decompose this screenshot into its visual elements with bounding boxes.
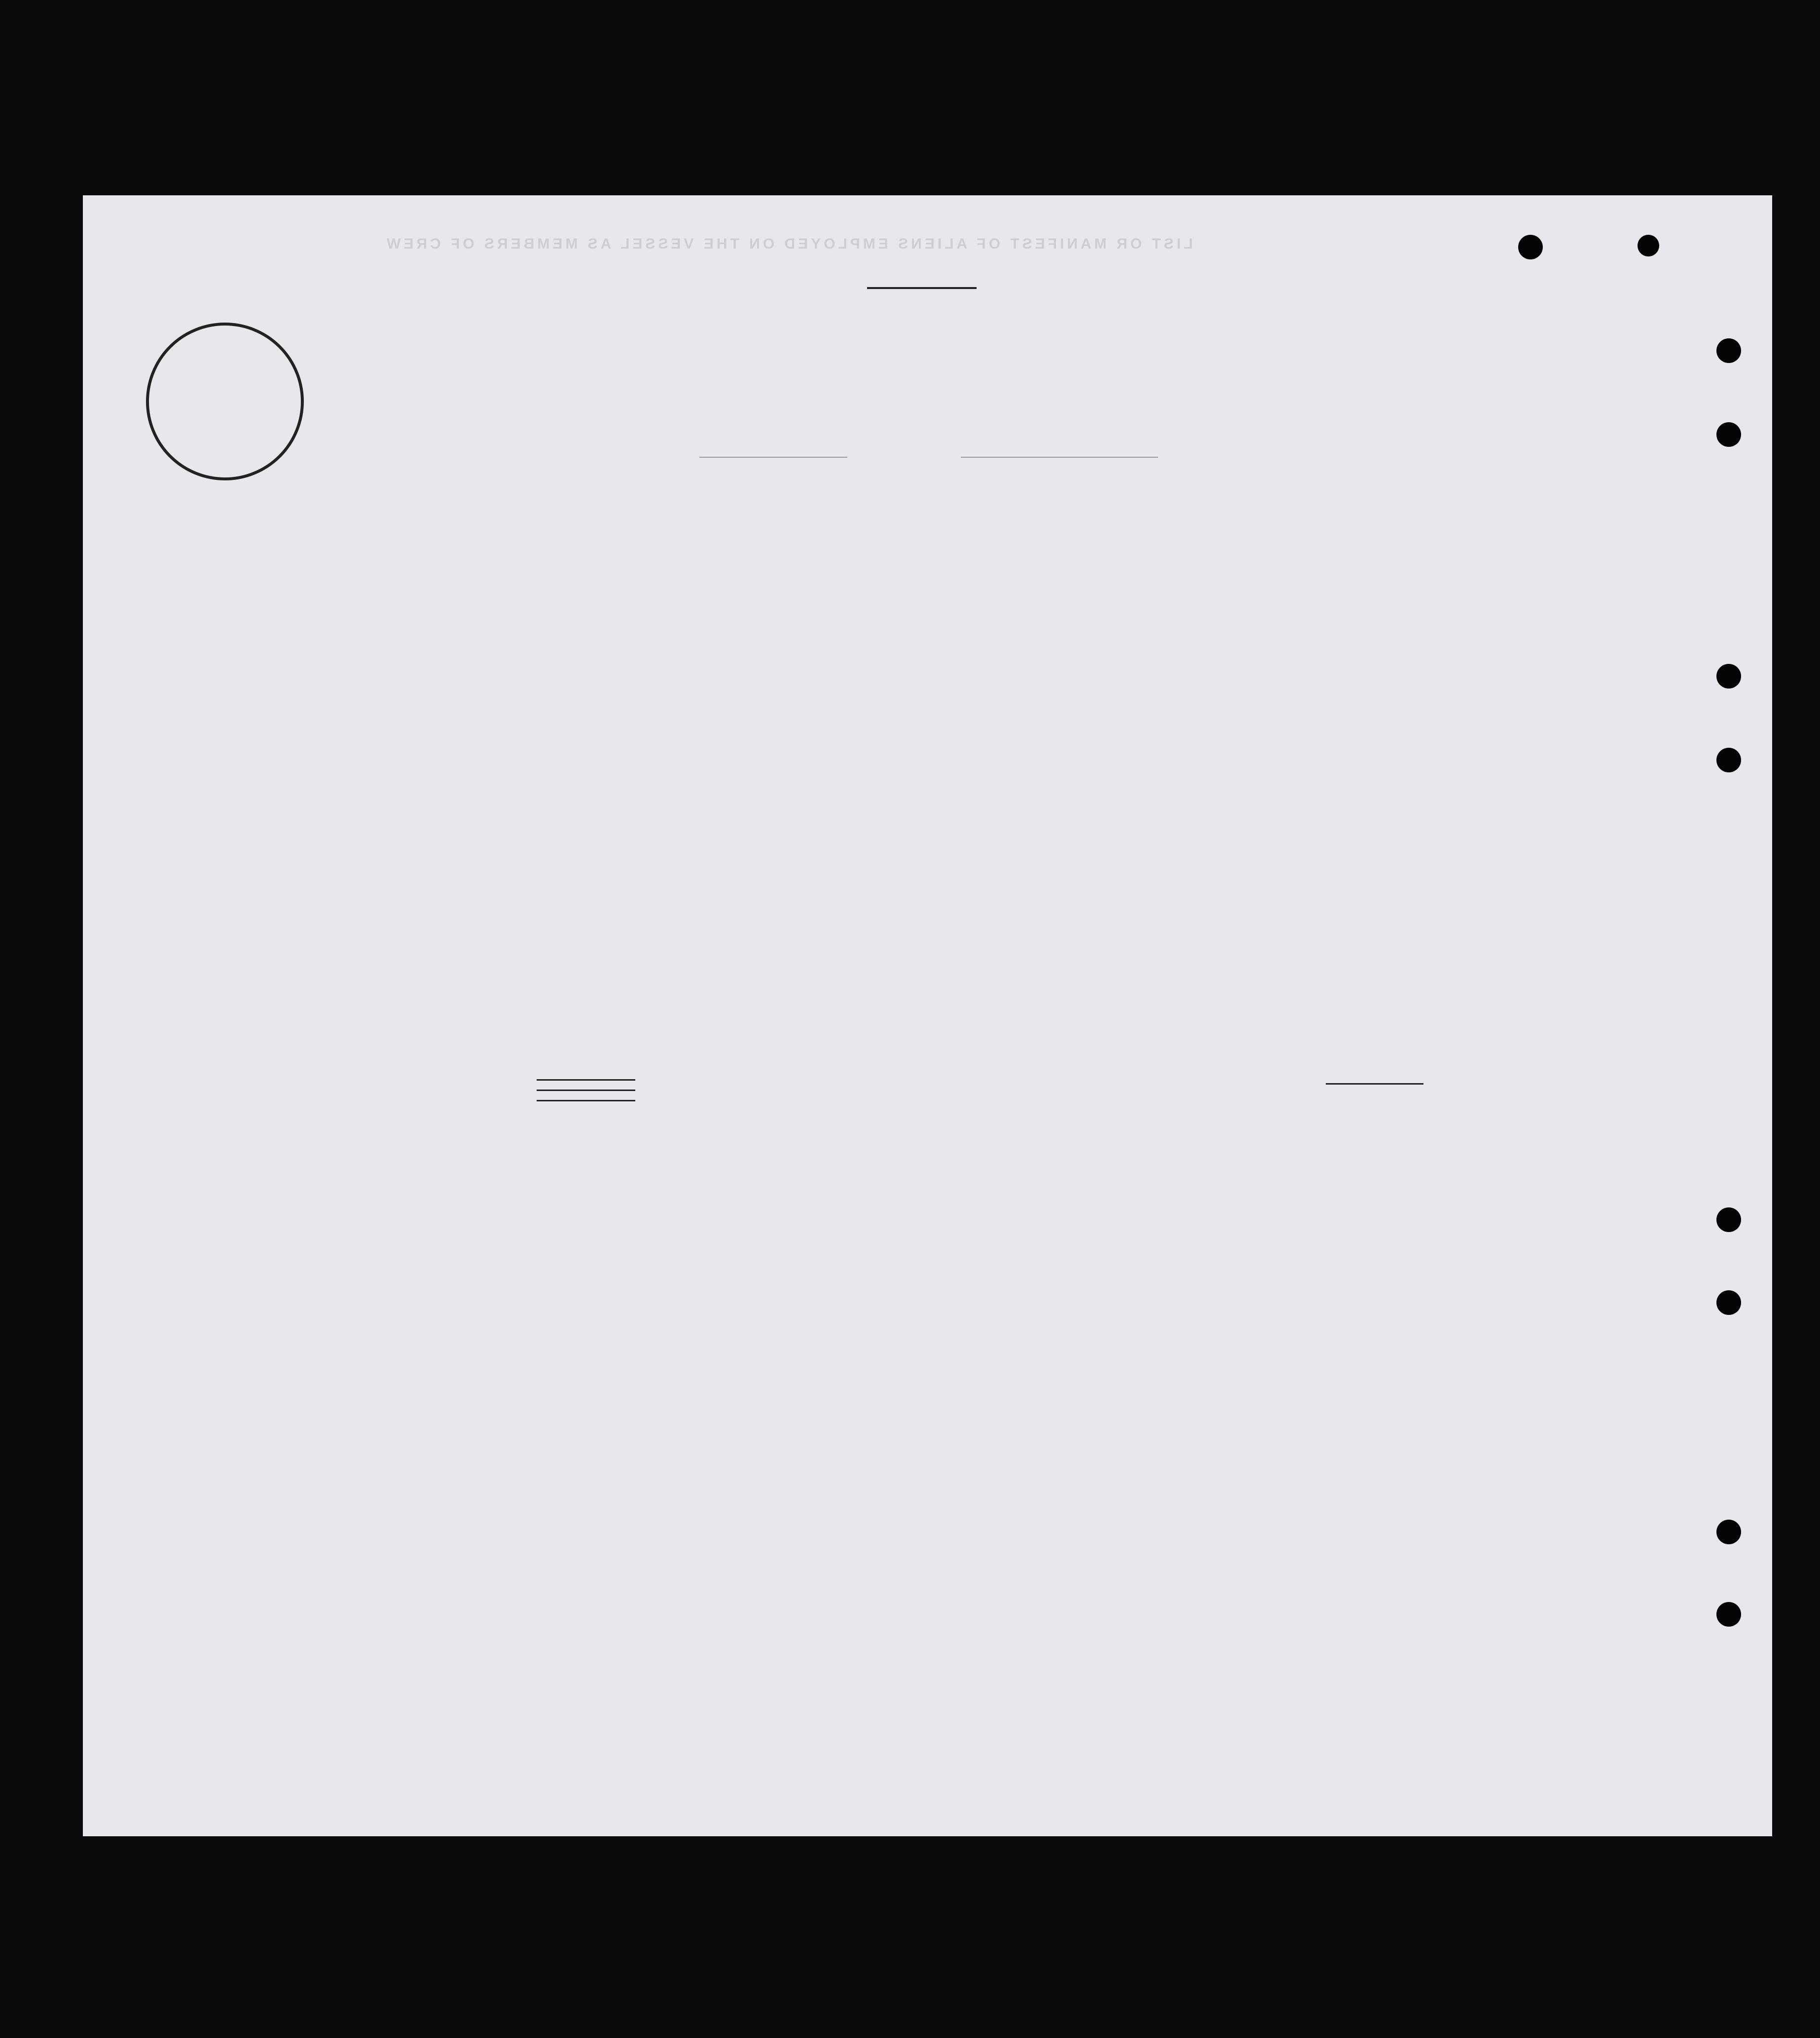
races-title-rule [1326, 1083, 1423, 1085]
punch-hole [1716, 338, 1741, 363]
punch-hole [1716, 748, 1741, 772]
punch-hole [1716, 422, 1741, 447]
important-notice [177, 1072, 995, 1107]
sworn-line [524, 438, 746, 458]
declaration-line-1 [482, 308, 1390, 329]
punch-hole [1716, 1207, 1741, 1232]
section-divider [537, 1079, 635, 1081]
punch-hole [1716, 1520, 1741, 1544]
heading-rule [867, 287, 977, 289]
punch-hole [1716, 1602, 1741, 1627]
section-divider [537, 1100, 635, 1101]
sworn-underline [961, 457, 1158, 458]
document-page [83, 195, 1772, 1836]
stamp-ring [146, 323, 304, 480]
punch-hole [1716, 1290, 1741, 1315]
declaration [482, 308, 1390, 329]
bleed-through-header: LIST OR MANIFEST OF ALIENS EMPLOYED ON THE VESSEL AS MEMBERS OF CREW [384, 236, 1193, 252]
section-divider [537, 1090, 635, 1091]
punch-hole [1638, 235, 1659, 256]
punch-hole [1716, 664, 1741, 689]
punch-hole [1518, 235, 1543, 259]
immigration-date-stamp [146, 323, 304, 480]
sworn-underline [699, 457, 847, 458]
